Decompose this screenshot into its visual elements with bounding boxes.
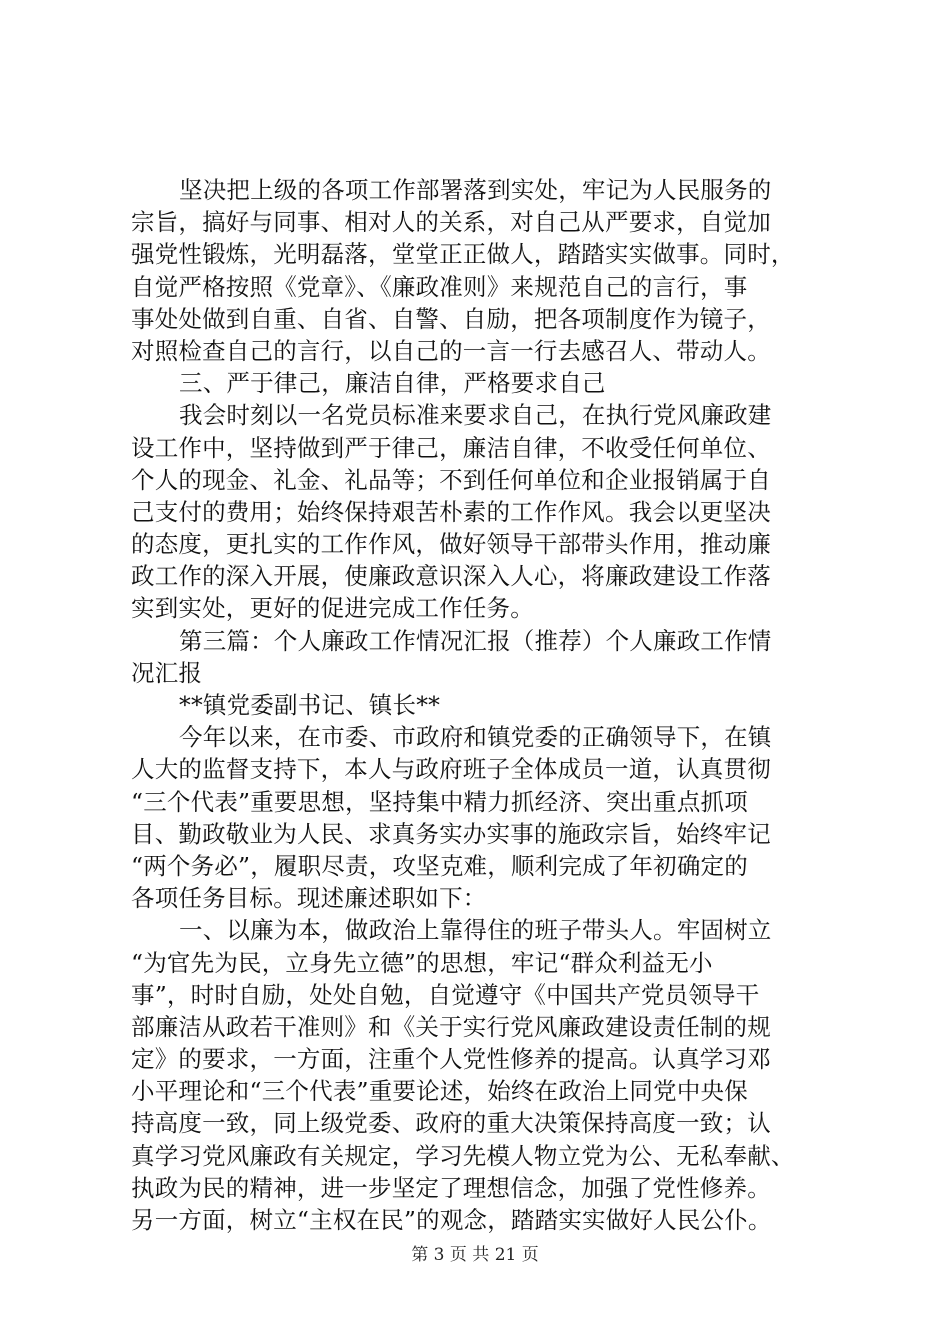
text-line: 我会时刻以一名党员标准来要求自己，在执行党风廉政建 xyxy=(179,401,772,430)
text-line: 持高度一致，同上级党委、政府的重大决策保持高度一致；认 xyxy=(131,1109,771,1138)
page-footer: 第 3 页 共 21 页 xyxy=(411,1245,539,1265)
text-line: 部廉洁从政若干准则》和《关于实行党风廉政建设责任制的规 xyxy=(131,1012,771,1041)
text-line: 设工作中，坚持做到严于律己，廉洁自律，不收受任何单位、 xyxy=(131,433,771,462)
text-line: “三个代表”重要思想，坚持集中精力抓经济、突出重点抓项 xyxy=(131,787,748,816)
text-line: 对照检查自己的言行，以自己的一言一行去感召人、带动人。 xyxy=(131,336,771,365)
text-line: 坚决把上级的各项工作部署落到实处，牢记为人民服务的 xyxy=(179,176,772,204)
text-line: 各项任务目标。现述廉述职如下： xyxy=(131,884,487,913)
text-line: **镇党委副书记、镇长** xyxy=(179,691,441,719)
text-line: 另一方面，树立“主权在民”的观念，踏踏实实做好人民公仆。 xyxy=(131,1206,772,1234)
text-line: 强党性锻炼，光明磊落，堂堂正正做人，踏踏实实做事。同时， xyxy=(131,240,795,269)
text-line: 的态度，更扎实的工作作风，做好领导干部带头作用，推动廉 xyxy=(131,530,771,559)
text-line: 实到实处，更好的促进完成工作任务。 xyxy=(131,594,534,623)
text-line: 今年以来，在市委、市政府和镇党委的正确领导下，在镇 xyxy=(179,723,772,752)
text-line: 况汇报 xyxy=(131,658,203,687)
text-line: 一、以廉为本，做政治上靠得住的班子带头人。牢固树立 xyxy=(179,916,772,945)
text-line: 定》的要求，一方面，注重个人党性修养的提高。认真学习邓 xyxy=(131,1045,771,1074)
text-line: 执政为民的精神，进一步坚定了理想信念，加强了党性修养。 xyxy=(131,1173,771,1202)
text-line: 目、勤政敬业为人民、求真务实办实事的施政宗旨，始终牢记 xyxy=(131,819,771,848)
text-line: 事处处做到自重、自省、自警、自励，把各项制度作为镜子， xyxy=(131,304,771,333)
text-line: 个人的现金、礼金、礼品等；不到任何单位和企业报销属于自 xyxy=(131,465,771,494)
text-line: 真学习党风廉政有关规定，学习先模人物立党为公、无私奉献、 xyxy=(131,1141,795,1170)
text-line: 己支付的费用；始终保持艰苦朴素的工作作风。我会以更坚决 xyxy=(131,497,771,526)
text-line: 人大的监督支持下，本人与政府班子全体成员一道，认真贯彻 xyxy=(131,755,771,784)
text-line: 小平理论和“三个代表”重要论述，始终在政治上同党中央保 xyxy=(131,1077,748,1106)
text-line: 第三篇：个人廉政工作情况汇报（推荐）个人廉政工作情 xyxy=(179,626,772,655)
text-line: 政工作的深入开展，使廉政意识深入人心，将廉政建设工作落 xyxy=(131,562,771,591)
text-line: 宗旨，搞好与同事、相对人的关系，对自己从严要求，自觉加 xyxy=(131,208,771,237)
document-body xyxy=(131,174,821,1236)
text-line: 事”，时时自励，处处自勉，自觉遵守《中国共产党员领导干 xyxy=(131,980,760,1009)
text-line: “为官先为民，立身先立德”的思想，牢记“群众利益无小 xyxy=(131,948,713,977)
text-line: “两个务必”，履职尽责，攻坚克难，顺利完成了年初确定的 xyxy=(131,851,748,880)
text-line: 三、严于律己，廉洁自律，严格要求自己 xyxy=(179,369,606,398)
text-line: 自觉严格按照《党章》、《廉政准则》来规范自己的言行，事 xyxy=(131,272,748,301)
